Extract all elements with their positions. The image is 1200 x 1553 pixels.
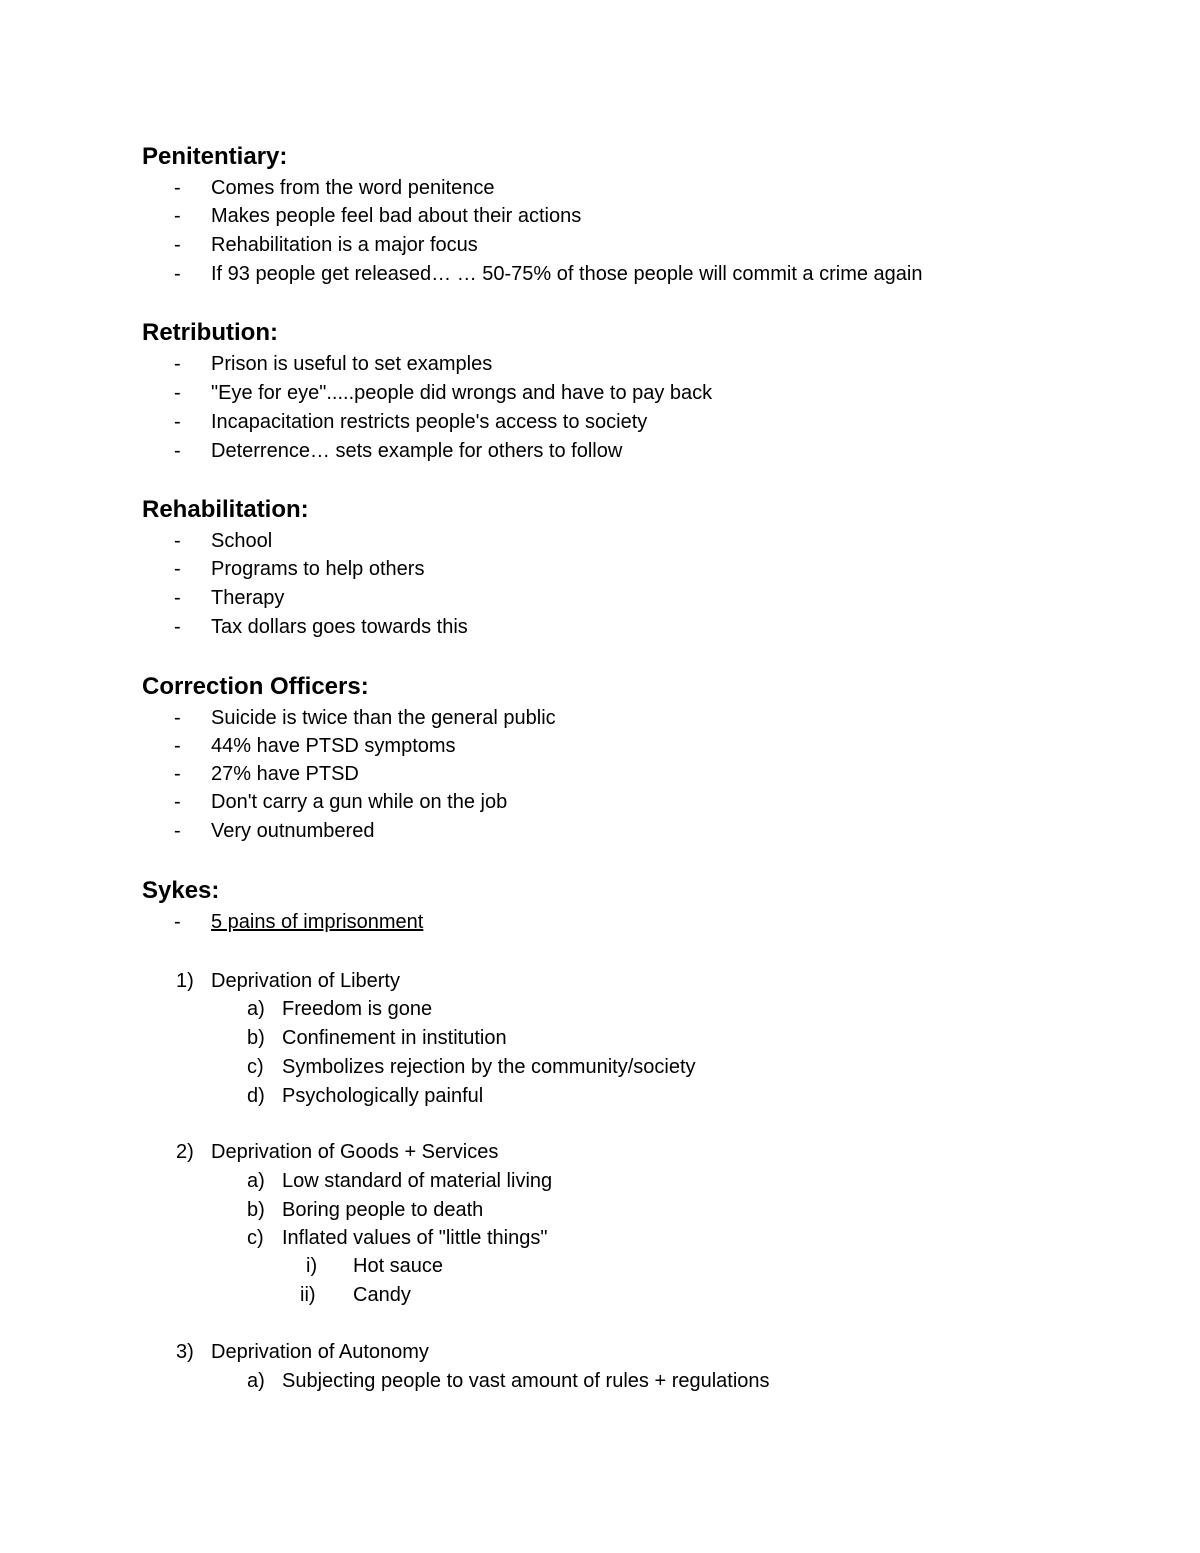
number-marker: 1) bbox=[176, 970, 194, 992]
sub-item-text: Subjecting people to vast amount of rules + regulations bbox=[282, 1370, 770, 1392]
list-item-text: Don't carry a gun while on the job bbox=[211, 791, 508, 813]
list-item-text: "Eye for eye".....people did wrongs and have to pay back bbox=[211, 382, 713, 404]
number-marker: 2) bbox=[176, 1141, 194, 1163]
numbered-item-text: Deprivation of Liberty bbox=[211, 970, 400, 992]
list-item-text: Rehabilitation is a major focus bbox=[211, 234, 478, 256]
letter-marker: b) bbox=[247, 1199, 265, 1221]
bullet-dash: - bbox=[174, 530, 181, 552]
list-item-text: Tax dollars goes towards this bbox=[211, 616, 468, 638]
letter-marker: a) bbox=[247, 1170, 265, 1192]
numbered-item-text: Deprivation of Goods + Services bbox=[211, 1141, 499, 1163]
bullet-dash: - bbox=[174, 234, 181, 256]
list-item-text: Suicide is twice than the general public bbox=[211, 707, 556, 729]
roman-marker: i) bbox=[306, 1255, 318, 1277]
sub-sub-item-text: Candy bbox=[353, 1284, 411, 1306]
letter-marker: c) bbox=[247, 1227, 264, 1249]
list-item-text-underlined: 5 pains of imprisonment bbox=[211, 911, 424, 933]
sub-item-text: Confinement in institution bbox=[282, 1027, 507, 1049]
bullet-dash: - bbox=[174, 411, 181, 433]
sub-item-text: Psychologically painful bbox=[282, 1085, 484, 1107]
bullet-dash: - bbox=[174, 382, 181, 404]
sub-item-text: Freedom is gone bbox=[282, 998, 433, 1020]
list-item-text: 27% have PTSD bbox=[211, 763, 359, 785]
section-heading-penitentiary: Penitentiary: bbox=[142, 143, 288, 170]
letter-marker: a) bbox=[247, 998, 265, 1020]
list-item-text: School bbox=[211, 530, 273, 552]
list-item-text: Therapy bbox=[211, 587, 285, 609]
bullet-dash: - bbox=[174, 177, 181, 199]
list-item-text: Prison is useful to set examples bbox=[211, 353, 493, 375]
bullet-dash: - bbox=[174, 763, 181, 785]
section-heading-sykes: Sykes: bbox=[142, 877, 220, 904]
list-item-text: Incapacitation restricts people's access to society bbox=[211, 411, 648, 433]
section-heading-retribution: Retribution: bbox=[142, 319, 278, 346]
letter-marker: b) bbox=[247, 1027, 265, 1049]
list-item-text: Programs to help others bbox=[211, 558, 425, 580]
roman-marker: ii) bbox=[300, 1284, 316, 1306]
list-item-text: Deterrence… sets example for others to follow bbox=[211, 440, 623, 462]
list-item-text: Very outnumbered bbox=[211, 820, 375, 842]
bullet-dash: - bbox=[174, 791, 181, 813]
sub-item-text: Inflated values of "little things" bbox=[282, 1227, 548, 1249]
list-item-text: 44% have PTSD symptoms bbox=[211, 735, 456, 757]
letter-marker: d) bbox=[247, 1085, 265, 1107]
bullet-dash: - bbox=[174, 440, 181, 462]
sub-item-text: Symbolizes rejection by the community/society bbox=[282, 1056, 696, 1078]
bullet-dash: - bbox=[174, 911, 181, 933]
bullet-dash: - bbox=[174, 353, 181, 375]
bullet-dash: - bbox=[174, 263, 181, 285]
list-item-text: If 93 people get released… … 50-75% of those people will commit a crime again bbox=[211, 263, 923, 285]
bullet-dash: - bbox=[174, 820, 181, 842]
bullet-dash: - bbox=[174, 707, 181, 729]
bullet-dash: - bbox=[174, 558, 181, 580]
bullet-dash: - bbox=[174, 616, 181, 638]
letter-marker: a) bbox=[247, 1370, 265, 1392]
list-item-text: Comes from the word penitence bbox=[211, 177, 495, 199]
sub-item-text: Low standard of material living bbox=[282, 1170, 553, 1192]
section-heading-correction-officers: Correction Officers: bbox=[142, 673, 369, 700]
bullet-dash: - bbox=[174, 587, 181, 609]
letter-marker: c) bbox=[247, 1056, 264, 1078]
sub-item-text: Boring people to death bbox=[282, 1199, 484, 1221]
bullet-dash: - bbox=[174, 735, 181, 757]
bullet-dash: - bbox=[174, 205, 181, 227]
list-item-text: Makes people feel bad about their actions bbox=[211, 205, 582, 227]
numbered-item-text: Deprivation of Autonomy bbox=[211, 1341, 429, 1363]
sub-sub-item-text: Hot sauce bbox=[353, 1255, 444, 1277]
section-heading-rehabilitation: Rehabilitation: bbox=[142, 496, 309, 523]
number-marker: 3) bbox=[176, 1341, 194, 1363]
